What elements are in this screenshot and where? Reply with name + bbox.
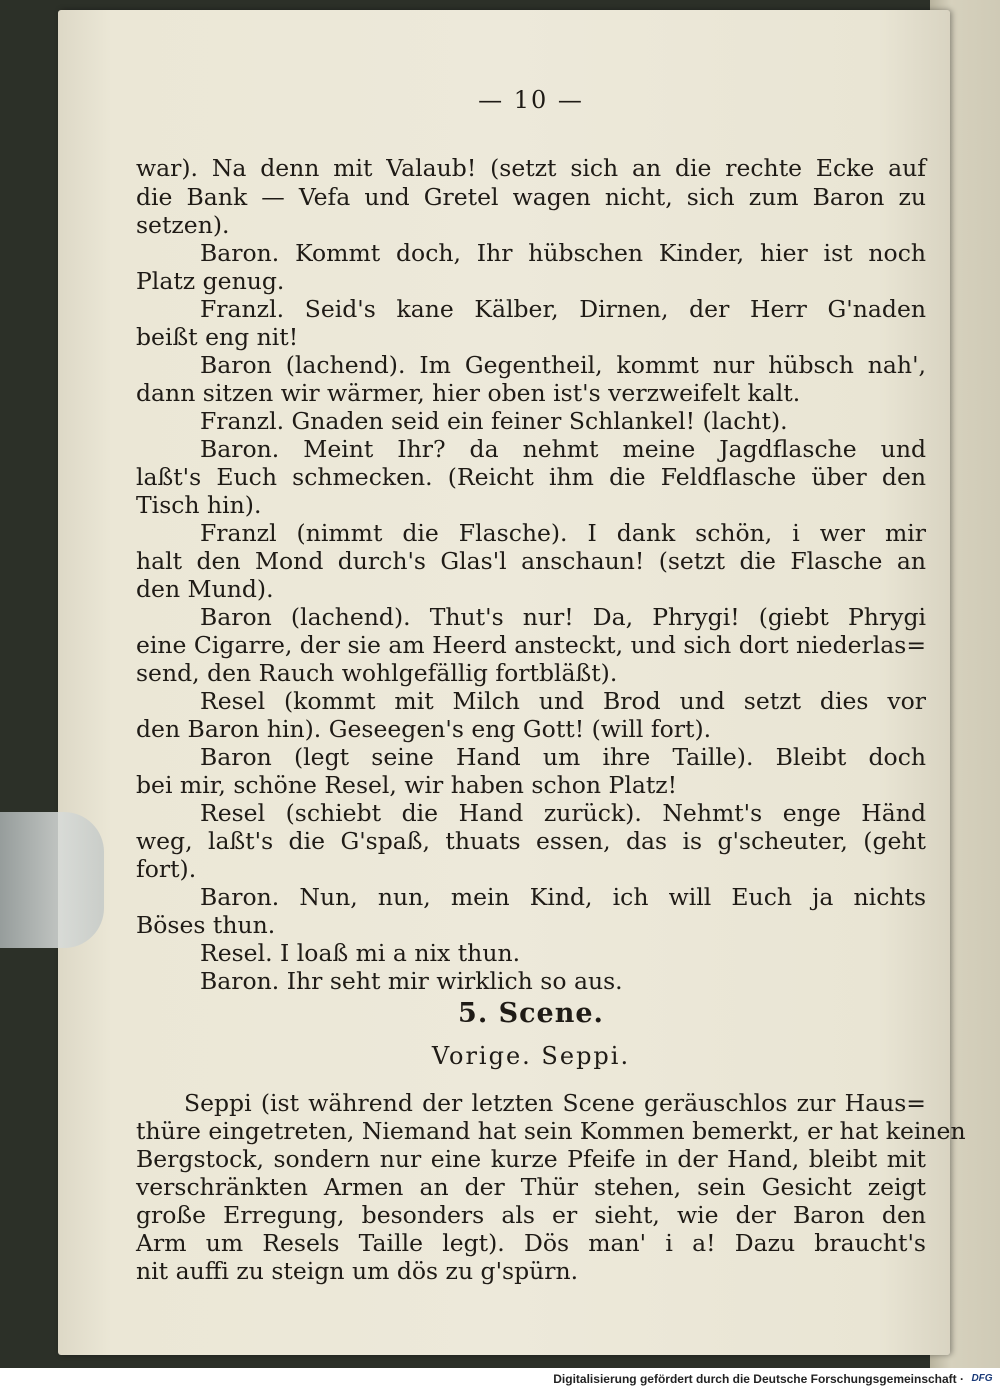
text-line: bei mir, schöne Resel, wir haben schon Platz! bbox=[136, 771, 678, 799]
text-line: große Erregung, besonders als er sieht, wie der Baron den bbox=[136, 1201, 926, 1229]
dialogue-line: Baron. Meint Ihr? da nehmt meine Jagdflasche und bbox=[200, 435, 926, 463]
footer-bar bbox=[0, 1368, 1000, 1390]
text-line: beißt eng nit! bbox=[136, 323, 299, 351]
dialogue-line: Baron. Kommt doch, Ihr hübschen Kinder, hier ist noch bbox=[200, 239, 926, 267]
text-line: dann sitzen wir wärmer, hier oben ist's verzweifelt kalt. bbox=[136, 379, 801, 407]
page-clip bbox=[0, 812, 104, 948]
text-line: den Mund). bbox=[136, 575, 274, 603]
text-line: weg, laßt's die G'spaß, thuats essen, das is g'scheuter, (geht bbox=[136, 827, 926, 855]
dialogue-line: Franzl (nimmt die Flasche). I dank schön, i wer mir bbox=[200, 519, 926, 547]
text-line: Platz genug. bbox=[136, 267, 285, 295]
text-line: thüre eingetreten, Niemand hat sein Kommen bemerkt, er hat keinen bbox=[136, 1117, 966, 1145]
text-line: send, den Rauch wohlgefällig fortbläßt). bbox=[136, 659, 618, 687]
dialogue-line: Franzl. Gnaden seid ein feiner Schlankel! (lacht). bbox=[200, 407, 788, 435]
footer-credit: Digitalisierung gefördert durch die Deutsche Forschungsgemeinschaft · bbox=[553, 1372, 964, 1386]
text-line: fort). bbox=[136, 855, 197, 883]
text-line: verschränkten Armen an der Thür stehen, sein Gesicht zeigt bbox=[136, 1173, 926, 1201]
page-content bbox=[136, 10, 966, 1355]
dialogue-line: Baron (legt seine Hand um ihre Taille). Bleibt doch bbox=[200, 743, 926, 771]
dialogue-line: Franzl. Seid's kane Kälber, Dirnen, der Herr G'naden bbox=[200, 295, 926, 323]
stage-direction-line: Seppi (ist während der letzten Scene geräuschlos zur Haus= bbox=[184, 1089, 926, 1117]
dialogue-line: Baron. Nun, nun, mein Kind, ich will Euch ja nichts bbox=[200, 883, 926, 911]
text-line: nit auffi zu steign um dös zu g'spürn. bbox=[136, 1257, 579, 1285]
scene-cast: Vorige. Seppi. bbox=[431, 1042, 631, 1070]
text-line: laßt's Euch schmecken. (Reicht ihm die Feldflasche über den bbox=[136, 463, 926, 491]
book-page bbox=[58, 10, 966, 1355]
text-line: Böses thun. bbox=[136, 911, 276, 939]
dfg-logo-icon: DFG bbox=[971, 1373, 993, 1384]
dialogue-line: Resel. I loaß mi a nix thun. bbox=[200, 939, 521, 967]
scene-heading: 5. Scene. bbox=[458, 998, 604, 1029]
text-line: halt den Mond durch's Glas'l anschaun! (setzt die Flasche an bbox=[136, 547, 926, 575]
text-line: Tisch hin). bbox=[136, 491, 262, 519]
text-line: Bergstock, sondern nur eine kurze Pfeife in der Hand, bleibt mit bbox=[136, 1145, 926, 1173]
text-line: die Bank — Vefa und Gretel wagen nicht, sich zum Baron zu bbox=[136, 183, 926, 211]
text-line: Arm um Resels Taille legt). Dös man' i a! Dazu braucht's bbox=[136, 1229, 926, 1257]
text-line: eine Cigarre, der sie am Heerd ansteckt, und sich dort niederlas= bbox=[136, 631, 927, 659]
text-line: war). Na denn mit Valaub! (setzt sich an die rechte Ecke auf bbox=[136, 154, 926, 182]
dialogue-line: Baron (lachend). Thut's nur! Da, Phrygi! (giebt Phrygi bbox=[200, 603, 926, 631]
text-line: den Baron hin). Geseegen's eng Gott! (will fort). bbox=[136, 715, 712, 743]
text-line: setzen). bbox=[136, 211, 230, 239]
dialogue-line: Resel (schiebt die Hand zurück). Nehmt's enge Händ bbox=[200, 799, 926, 827]
dialogue-line: Baron. Ihr seht mir wirklich so aus. bbox=[200, 967, 623, 995]
page-number: — 10 — bbox=[478, 86, 584, 114]
dialogue-line: Resel (kommt mit Milch und Brod und setzt dies vor bbox=[200, 687, 926, 715]
dialogue-line: Baron (lachend). Im Gegentheil, kommt nur hübsch nah', bbox=[200, 351, 926, 379]
